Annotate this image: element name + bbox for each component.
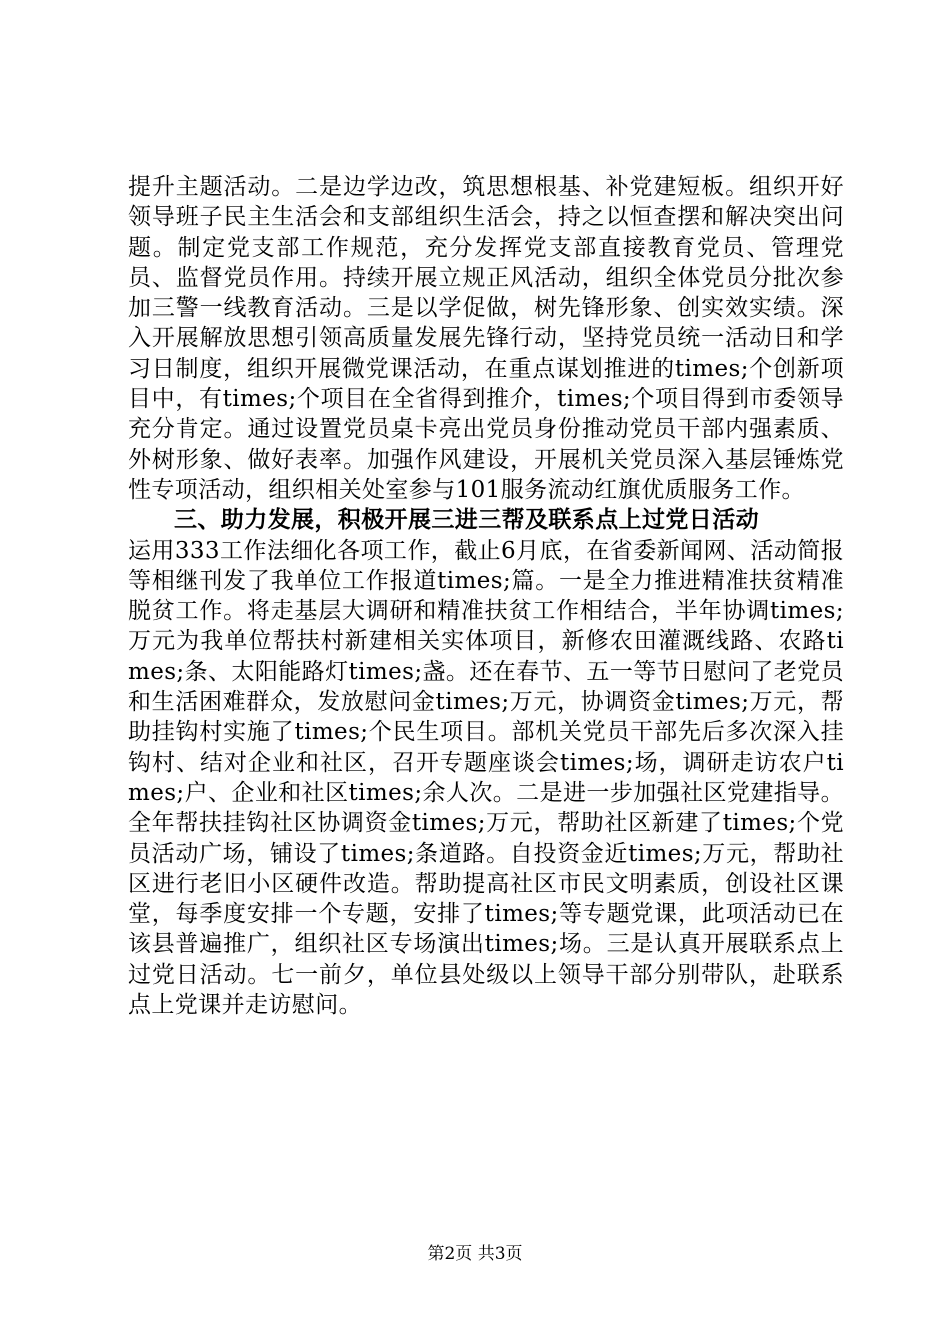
body-paragraph-2: 运用333工作法细化各项工作，截止6月底，在省委新闻网、活动简报等相继刊发了我单位工作报道times;篇。一是全力推进精准扶贫精准脱贫工作。将走基层大调研和精准扶贫工作相结合，半年协调times;万元为我单位帮扶村新建相关实体项目，新修农田灌溉线路、农路times;条、太阳能路灯times;盏。还在春节、五一等节日慰问了老党员和生活困难群众，发放慰问金times;万元，协调资金times;万元，帮助挂钩村实施了times;个民生项目。部机关党员干部先后多次深入挂钩村、结对企业和社区，召开专题座谈会times;场，调研走访农户times;户、企业和社区times;余人次。二是进一步加强社区党建指导。全年帮扶挂钩社区协调资金times;万元，帮助社区新建了times;个党员活动广场，铺设了times;条道路。自投资金近times;万元，帮助社区进行老旧小区硬件改造。帮助提高社区市民文明素质，创设社区课堂，每季度安排一个专题，安排了times;等专题党课，此项活动已在该县普遍推广，组织社区专场演出times;场。三是认真开展联系点上过党日活动。七一前夕，单位县处级以上领导干部分别带队，赴联系点上党课并走访慰问。	[128, 537, 844, 1019]
document-body	[128, 172, 844, 1020]
page-number: 第2页 共3页	[427, 1244, 523, 1264]
body-paragraph-1: 提升主题活动。二是边学边改，筑思想根基、补党建短板。组织开好领导班子民主生活会和支部组织生活会，持之以恒查摆和解决突出问题。制定党支部工作规范，充分发挥党支部直接教育党员、管理党员、监督党员作用。持续开展立规正风活动，组织全体党员分批次参加三警一线教育活动。三是以学促做，树先锋形象、创实效实绩。深入开展解放思想引领高质量发展先锋行动，坚持党员统一活动日和学习日制度，组织开展微党课活动，在重点谋划推进的times;个创新项目中，有times;个项目在全省得到推介，times;个项目得到市委领导充分肯定。通过设置党员桌卡亮出党员身份推动党员干部内强素质、外树形象、做好表率。加强作风建设，开展机关党员深入基层锤炼党性专项活动，组织相关处室参与101服务流动红旗优质服务工作。	[128, 174, 844, 503]
page-footer	[0, 1243, 950, 1265]
section-heading-3: 三、助力发展，积极开展三进三帮及联系点上过党日活动	[174, 506, 759, 534]
